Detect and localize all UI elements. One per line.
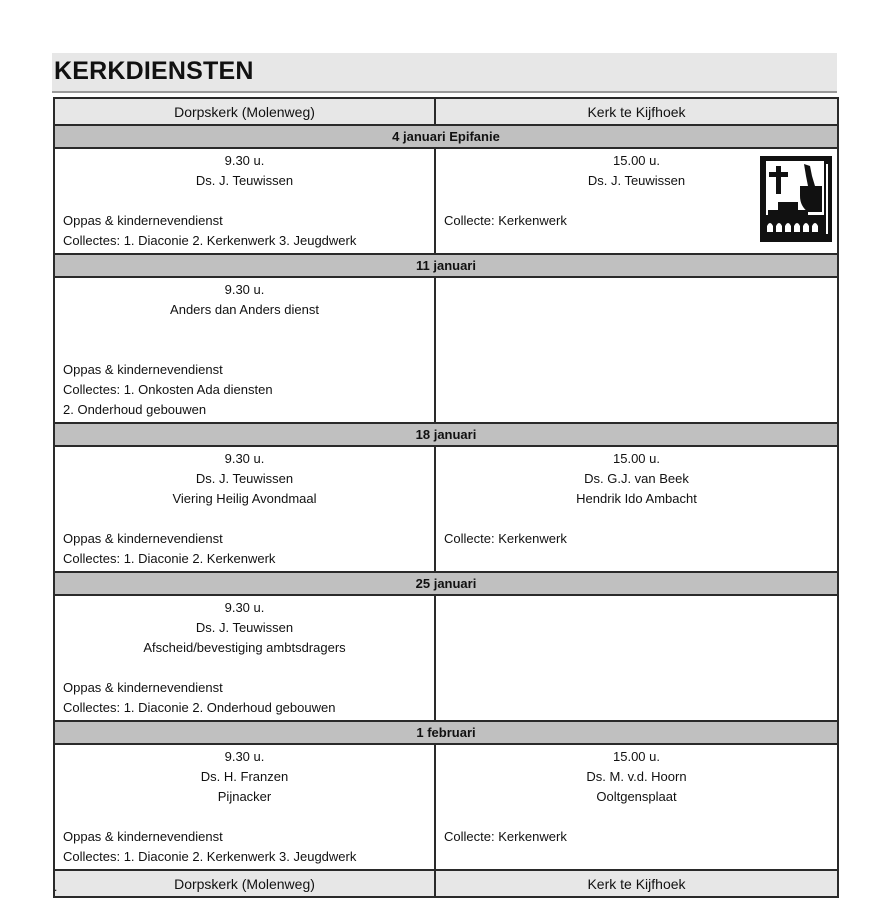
service-info: Pijnacker: [217, 789, 272, 804]
service-info: Ds. M. v.d. Hoorn: [586, 769, 687, 784]
collection-note: 2. Onderhoud gebouwen: [63, 402, 207, 417]
service-date: 25 januari: [54, 572, 838, 595]
spacer: [444, 300, 829, 320]
dorpskerk-service-cell: [54, 744, 435, 870]
spacer: [63, 340, 426, 360]
service-info: Ds. H. Franzen: [200, 769, 289, 784]
service-info: Ds. G.J. van Beek: [584, 471, 689, 486]
service-time: 15.00 u.: [613, 153, 660, 168]
spacer: [444, 509, 829, 529]
service-note: Collecte: Kerkenwerk: [444, 531, 567, 546]
footer-row: [54, 870, 838, 897]
column-header-kijfhoek: Kerk te Kijfhoek: [435, 98, 838, 125]
service-details: [55, 596, 434, 720]
dorpskerk-service-cell: [54, 148, 435, 254]
dorpskerk-service-cell: [54, 277, 435, 423]
service-time: 15.00 u.: [613, 749, 660, 764]
service-details: [55, 447, 434, 571]
date-row: [54, 423, 838, 446]
service-details: [436, 596, 837, 660]
service-details: [436, 278, 837, 342]
spacer: [63, 320, 426, 340]
service-info: Ds. J. Teuwissen: [195, 173, 294, 188]
column-header-dorpskerk: Dorpskerk (Molenweg): [54, 98, 435, 125]
service-row: [54, 148, 838, 254]
header-row: [54, 98, 838, 125]
service-info: Viering Heilig Avondmaal: [172, 491, 317, 506]
service-time: 9.30 u.: [224, 451, 265, 466]
collection-note: Collectes: 1. Diaconie 2. Kerkenwerk 3. Jeugdwerk: [63, 849, 357, 864]
service-time: 9.30 u.: [224, 282, 265, 297]
collection-note: Collectes: 1. Diaconie 2. Kerkenwerk 3. Jeugdwerk: [63, 233, 357, 248]
spacer: [444, 618, 829, 638]
service-note: Oppas & kindernevendienst: [63, 680, 223, 695]
service-date: 1 februari: [54, 721, 838, 744]
service-info: Anders dan Anders dienst: [170, 302, 319, 317]
service-date: 4 januari Epifanie: [54, 125, 838, 148]
service-time: 9.30 u.: [224, 153, 265, 168]
kijfhoek-service-cell: [435, 148, 838, 254]
spacer: [63, 191, 426, 211]
collection-note: Collectes: 1. Diaconie 2. Kerkenwerk: [63, 551, 276, 566]
footer-header-kijfhoek: Kerk te Kijfhoek: [435, 870, 838, 897]
service-time: 9.30 u.: [224, 600, 265, 615]
spacer: [444, 638, 829, 658]
page-title: KERKDIENSTEN: [54, 57, 254, 85]
kijfhoek-service-cell: [435, 277, 838, 423]
service-info: Ds. J. Teuwissen: [195, 471, 294, 486]
date-row: [54, 572, 838, 595]
spacer: [63, 658, 426, 678]
spacer: [444, 807, 829, 827]
date-row: [54, 125, 838, 148]
service-note: Oppas & kindernevendienst: [63, 531, 223, 546]
spacer: [444, 320, 829, 340]
dorpskerk-service-cell: [54, 595, 435, 721]
service-note: Collecte: Kerkenwerk: [444, 829, 567, 844]
service-row: [54, 595, 838, 721]
service-row: [54, 446, 838, 572]
kijfhoek-service-cell: [435, 595, 838, 721]
service-details: [55, 745, 434, 869]
service-details: [55, 278, 434, 422]
service-row: [54, 277, 838, 423]
service-date: 18 januari: [54, 423, 838, 446]
service-note: Oppas & kindernevendienst: [63, 829, 223, 844]
service-row: [54, 744, 838, 870]
spacer: [63, 807, 426, 827]
service-info: Hendrik Ido Ambacht: [576, 491, 697, 506]
spacer: [63, 509, 426, 529]
date-row: [54, 721, 838, 744]
service-details: [55, 149, 434, 253]
service-info: Ooltgensplaat: [596, 789, 677, 804]
dorpskerk-service-cell: [54, 446, 435, 572]
service-time: 9.30 u.: [224, 749, 265, 764]
collection-note: Collectes: 1. Diaconie 2. Onderhoud gebouwen: [63, 700, 336, 715]
service-info: Afscheid/bevestiging ambtsdragers: [143, 640, 346, 655]
service-note: Oppas & kindernevendienst: [63, 213, 223, 228]
kijfhoek-service-cell: [435, 744, 838, 870]
title-bar: [52, 53, 837, 93]
service-note: Collecte: Kerkenwerk: [444, 213, 567, 228]
service-info: Ds. J. Teuwissen: [587, 173, 686, 188]
collection-note: Collectes: 1. Onkosten Ada diensten: [63, 382, 273, 397]
service-info: Ds. J. Teuwissen: [195, 620, 294, 635]
service-details: [436, 447, 837, 551]
footer-header-dorpskerk: Dorpskerk (Molenweg): [54, 870, 435, 897]
date-row: [54, 254, 838, 277]
spacer: [444, 280, 829, 300]
trailing-mark: .: [54, 880, 58, 894]
services-table: [53, 97, 839, 898]
service-note: Oppas & kindernevendienst: [63, 362, 223, 377]
kijfhoek-service-cell: [435, 446, 838, 572]
service-date: 11 januari: [54, 254, 838, 277]
service-time: 15.00 u.: [613, 451, 660, 466]
service-details: [436, 745, 837, 849]
church-pulpit-icon: [760, 156, 832, 242]
spacer: [444, 598, 829, 618]
